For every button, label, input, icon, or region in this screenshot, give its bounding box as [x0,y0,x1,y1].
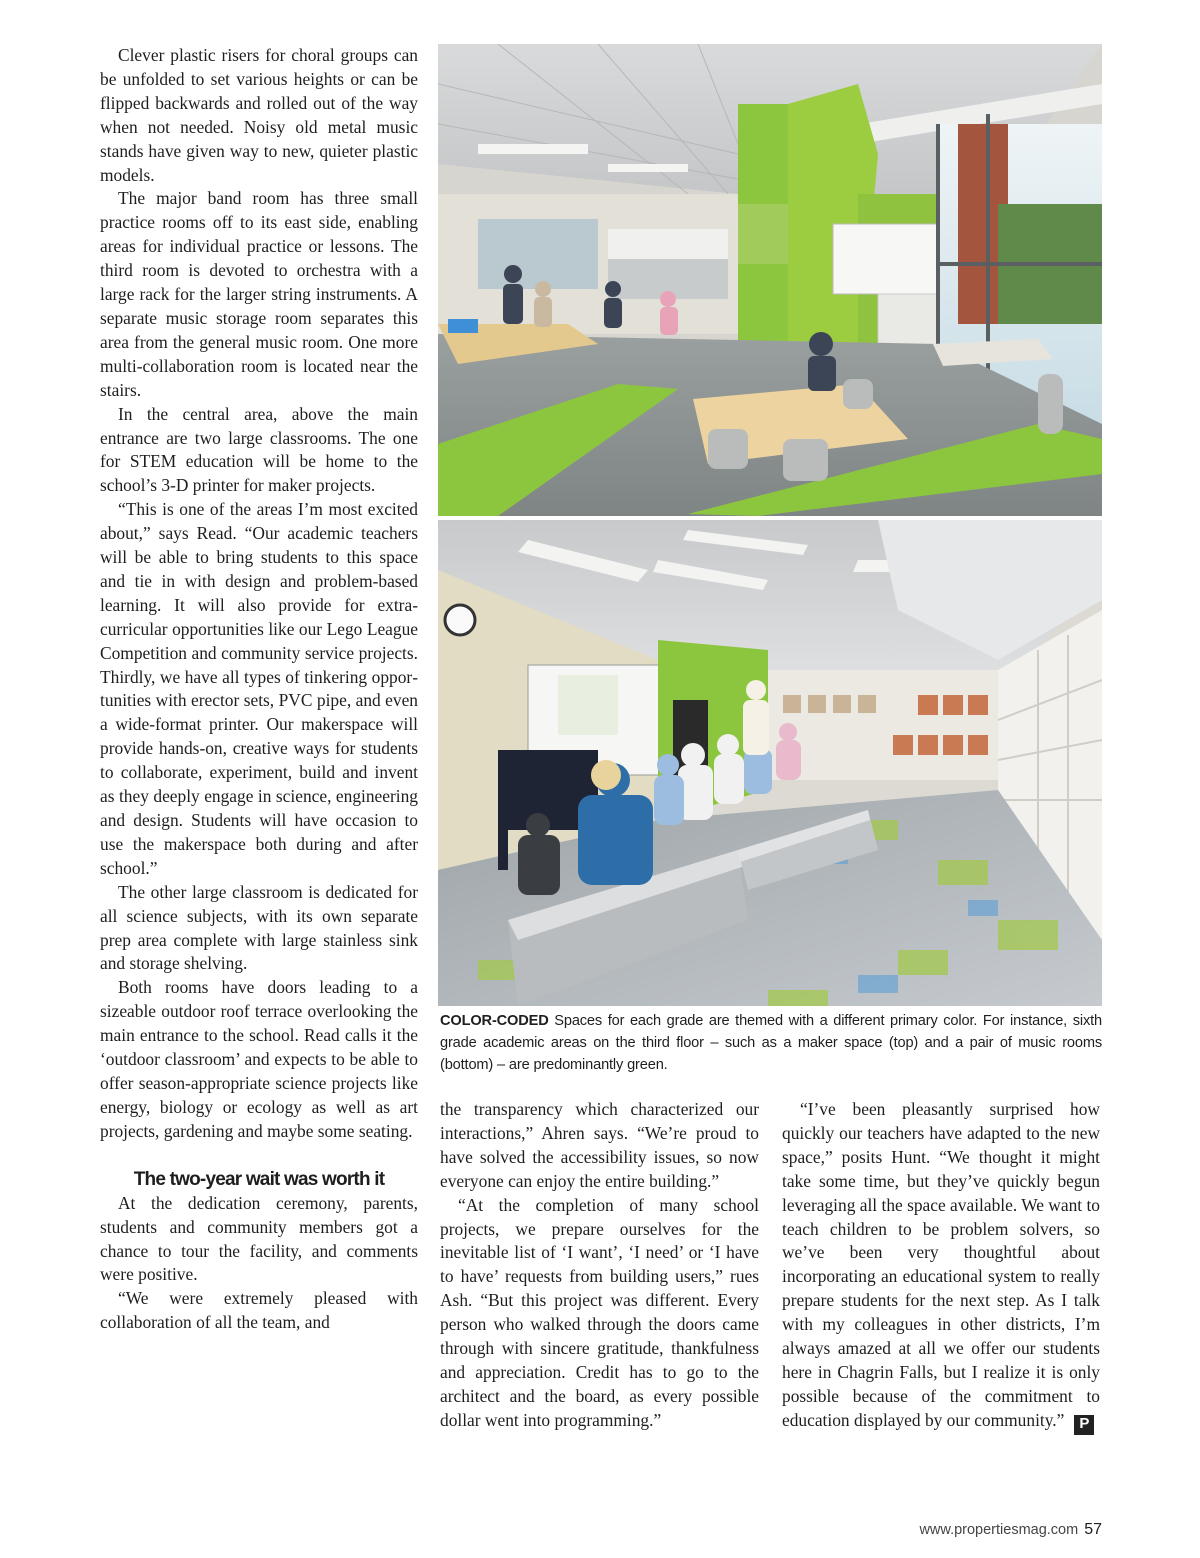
paragraph-text: “I’ve been pleasantly surprised how quickly our teachers have adapted to the new space,” posits Hunt. “We thought it might take some time, but they’ve quickly begun leveraging all the space available. We want to teach children to be problem solvers, so we’ve been very thoughtful about incorporating an educational system to really prepare students for the next step. As I talk with my colleagues in other districts, I’m always amazed at all we offer our students here in Chagrin Falls, but I realize it is only possible because of the commitment to education displayed by our community.” [782,1099,1100,1430]
caption-text: Spaces for each grade are themed with a different primary color. For instance, sixth grade academic areas on the third floor – such as a maker space (top) and a pair of music rooms (bottom) – are predominantly green. [440,1013,1102,1073]
paragraph: “We were extremely pleased with collaboration of all the team, and [100,1288,418,1333]
paragraph: In the central area, above the main entrance are two large classrooms. The one for STEM education will be home to the school’s 3-D printer for maker projects. [100,403,418,496]
paragraph: “At the completion of many school projects, we prepare ourselves for the inevitable list of ‘I want’, ‘I need’ or ‘I have to have’ requests from building users,” rues Ash. “But this project was different. Every person who walked through the doors came through with sincere gratitude, thankfulness and appreciation. Credit has to go to the architect and the board, as every possible dollar went into programming.” [440,1194,759,1430]
paragraph: “This is one of the areas I’m most excited about,” says Read. “Our academic teachers will be able to bring students to this space and tie in with design and problem-based learning. It will also provide for extra-curricular opportunities like our Lego League Competition and community service projects. Thirdly, we have all types of tinkering opportunities with erector sets, PVC pipe, and even a wide-format printer. Our makerspace will provide hands-on, creative ways for students to collaborate, experiment, build and invent as they deeply engage in science, engineering and design. Students will have occasion to use the makerspace both during and after school.” [100,499,418,878]
paragraph: At the dedication ceremony, parents, students and community members got a chance to tour the facility, and comments were positive. [100,1192,418,1285]
section-subhead: The two-year wait was worth it [133,1168,385,1190]
page-number: 57 [1084,1521,1102,1538]
caption-lead: COLOR-CODED [440,1013,549,1029]
paragraph: Clever plastic risers for choral groups can be unfolded to set various heights or can be flipped backwards and rolled out of the way when not needed. Noisy old metal music stands have given way to new, quieter plastic models. [100,45,418,185]
paragraph [782,1098,1100,1435]
music-room-photo [438,520,1102,1006]
paragraph: Both rooms have doors leading to a sizeable outdoor roof terrace overlooking the main entrance to the school. Read calls it the ‘outdoor classroom’ and expects to be able to offer season-appropriate science projects like energy, biology or ecology as well as art projects, gardening and maybe some seating. [100,977,418,1141]
paragraph: The other large classroom is dedicated for all science subjects, with its own separate prep area complete with large stainless sink and storage shelving. [100,881,418,974]
end-mark-icon: P [1074,1415,1094,1435]
page-footer [919,1521,1102,1539]
article-column-2 [440,1098,759,1433]
article-column-1 [100,44,418,1335]
article-column-3 [782,1098,1100,1435]
website-url: www.propertiesmag.com [919,1522,1079,1538]
paragraph: The major band room has three small practice rooms off to its east side, enabling areas for individual practice or lessons. The third room is devoted to orchestra with a large rack for the larger string instruments. A separate music storage room separates this area from the general music room. One more multi-collaboration room is located near the stairs. [100,188,418,400]
photo-caption [440,1010,1102,1076]
maker-space-photo [438,44,1102,516]
paragraph: the transparency which characterized our interactions,” Ahren says. “We’re proud to have solved the accessibility issues, so now everyone can enjoy the entire building.” [440,1099,759,1191]
